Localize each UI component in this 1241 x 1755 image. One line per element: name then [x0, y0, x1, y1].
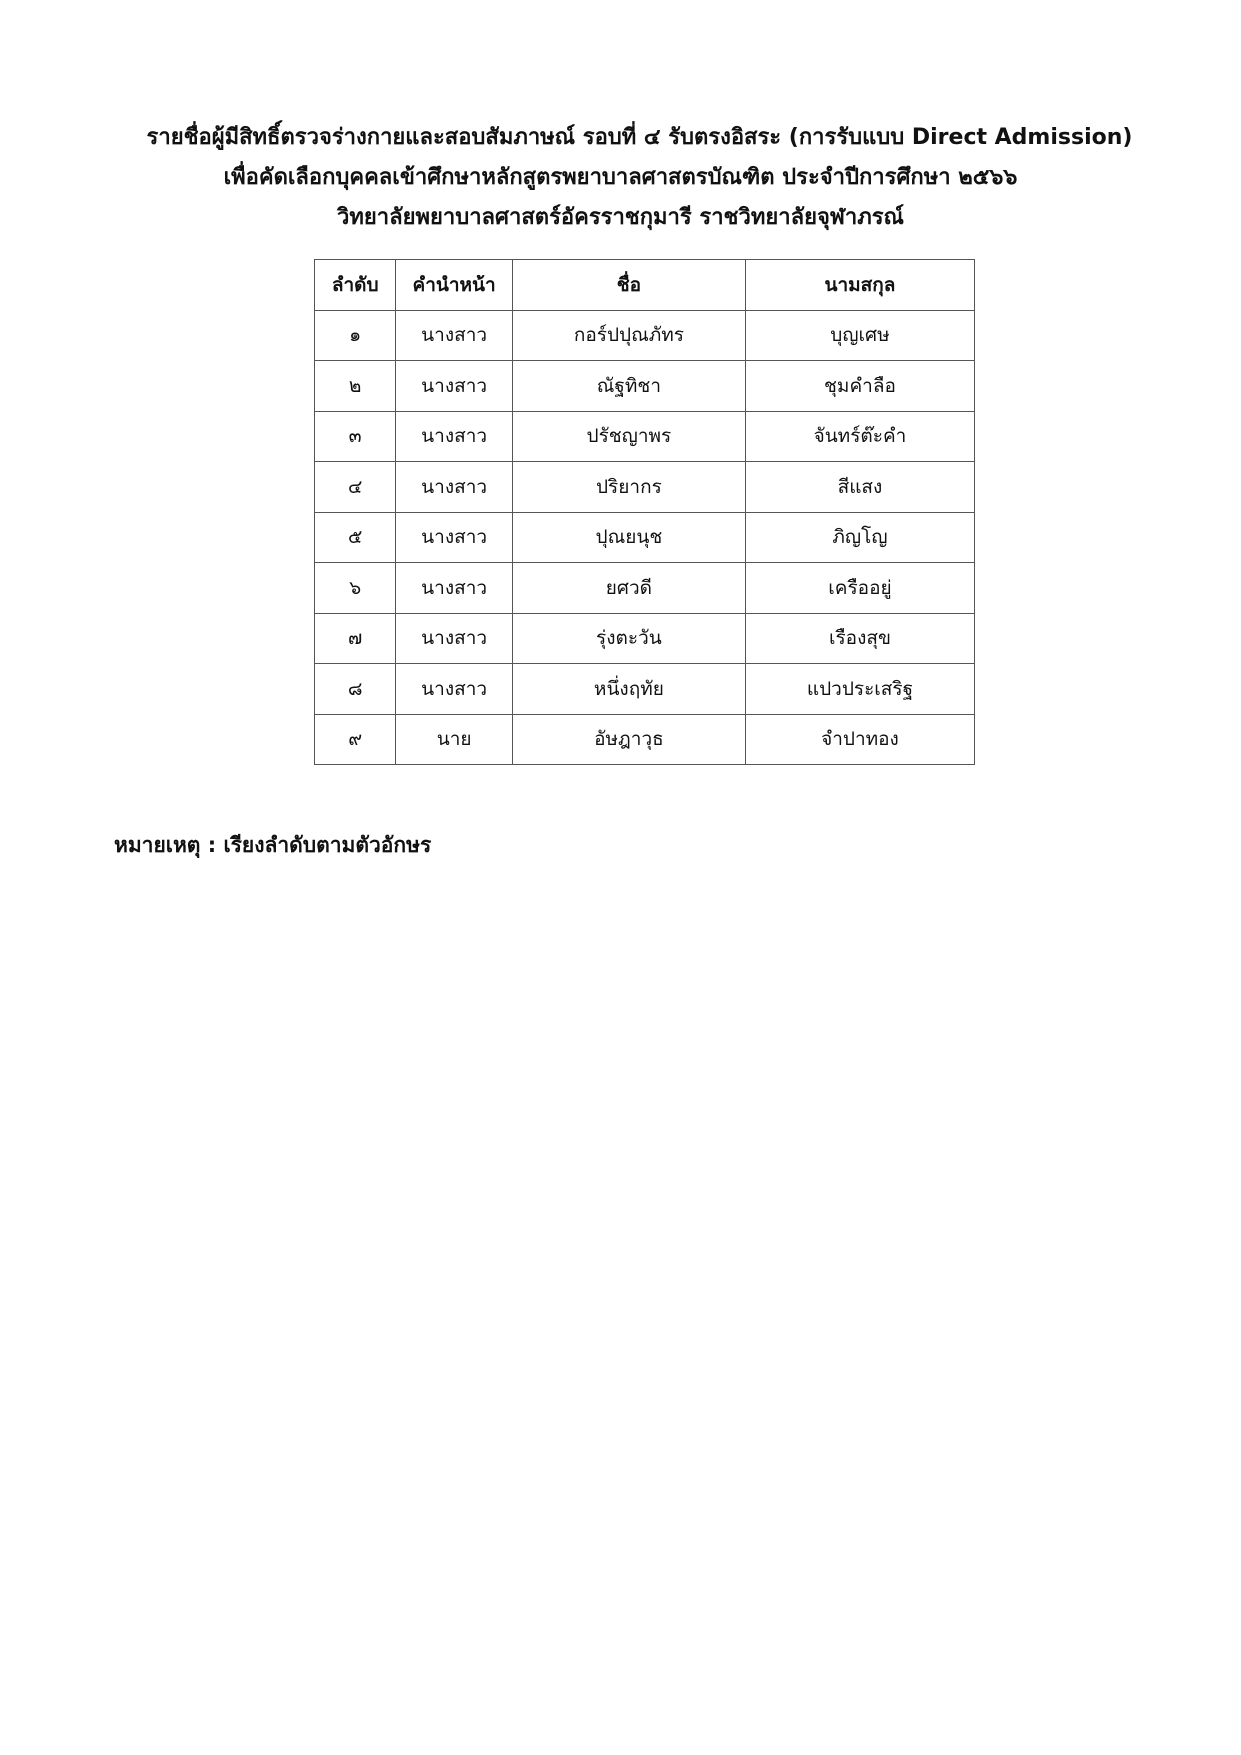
cell-first-name: อัษฎาวุธ — [512, 714, 745, 765]
header-last-name: นามสกุล — [745, 260, 974, 311]
heading-line-3: วิทยาลัยพยาบาลศาสตร์อัครราชกุมารี ราชวิทยาลัยจุฬาภรณ์ — [337, 205, 904, 230]
table-row — [315, 664, 975, 715]
heading-line-1: รายชื่อผู้มีสิทธิ์ตรวจร่างกายและสอบสัมภาษณ์ รอบที่ ๔ รับตรงอิสระ (การรับแบบ Direct Admission) — [146, 125, 1133, 150]
cell-title: นางสาว — [396, 664, 513, 715]
cell-first-name: ยศวดี — [512, 563, 745, 614]
cell-first-name: ปุณยนุช — [512, 512, 745, 563]
header-no: ลำดับ — [315, 260, 396, 311]
cell-title: นางสาว — [396, 613, 513, 664]
table-header-row — [315, 260, 975, 311]
cell-no: ๘ — [315, 664, 396, 715]
cell-title: นาย — [396, 714, 513, 765]
cell-last-name: สีแสง — [745, 462, 974, 513]
cell-title: นางสาว — [396, 563, 513, 614]
table-row — [315, 310, 975, 361]
cell-last-name: ภิญโญ — [745, 512, 974, 563]
cell-no: ๔ — [315, 462, 396, 513]
cell-no: ๑ — [315, 310, 396, 361]
cell-no: ๓ — [315, 411, 396, 462]
cell-first-name: ณัฐทิชา — [512, 361, 745, 412]
cell-no: ๕ — [315, 512, 396, 563]
cell-first-name: ปรัชญาพร — [512, 411, 745, 462]
cell-no: ๖ — [315, 563, 396, 614]
cell-last-name: เรืองสุข — [745, 613, 974, 664]
cell-title: นางสาว — [396, 310, 513, 361]
cell-first-name: หนึ่งฤทัย — [512, 664, 745, 715]
table-row — [315, 613, 975, 664]
table-row — [315, 361, 975, 412]
document-heading — [0, 118, 1241, 238]
cell-last-name: เครืออยู่ — [745, 563, 974, 614]
cell-title: นางสาว — [396, 462, 513, 513]
header-first-name: ชื่อ — [512, 260, 745, 311]
cell-no: ๗ — [315, 613, 396, 664]
table-row — [315, 462, 975, 513]
cell-title: นางสาว — [396, 512, 513, 563]
cell-last-name: บุญเศษ — [745, 310, 974, 361]
cell-last-name: แปวประเสริฐ — [745, 664, 974, 715]
footnote: หมายเหตุ : เรียงลำดับตามตัวอักษร — [114, 833, 432, 857]
table-row — [315, 512, 975, 563]
cell-title: นางสาว — [396, 361, 513, 412]
cell-last-name: จันทร์ต๊ะคำ — [745, 411, 974, 462]
table-row — [315, 411, 975, 462]
cell-last-name: จำปาทอง — [745, 714, 974, 765]
cell-title: นางสาว — [396, 411, 513, 462]
cell-first-name: ปริยากร — [512, 462, 745, 513]
cell-no: ๙ — [315, 714, 396, 765]
cell-first-name: กอร์ปปุณภัทร — [512, 310, 745, 361]
cell-no: ๒ — [315, 361, 396, 412]
table-row — [315, 714, 975, 765]
cell-first-name: รุ่งตะวัน — [512, 613, 745, 664]
heading-line-2: เพื่อคัดเลือกบุคคลเข้าศึกษาหลักสูตรพยาบาลศาสตรบัณฑิต ประจำปีการศึกษา ๒๕๖๖ — [223, 165, 1018, 190]
cell-last-name: ชุมคำลือ — [745, 361, 974, 412]
header-title: คำนำหน้า — [396, 260, 513, 311]
table-row — [315, 563, 975, 614]
candidate-table — [314, 259, 975, 765]
